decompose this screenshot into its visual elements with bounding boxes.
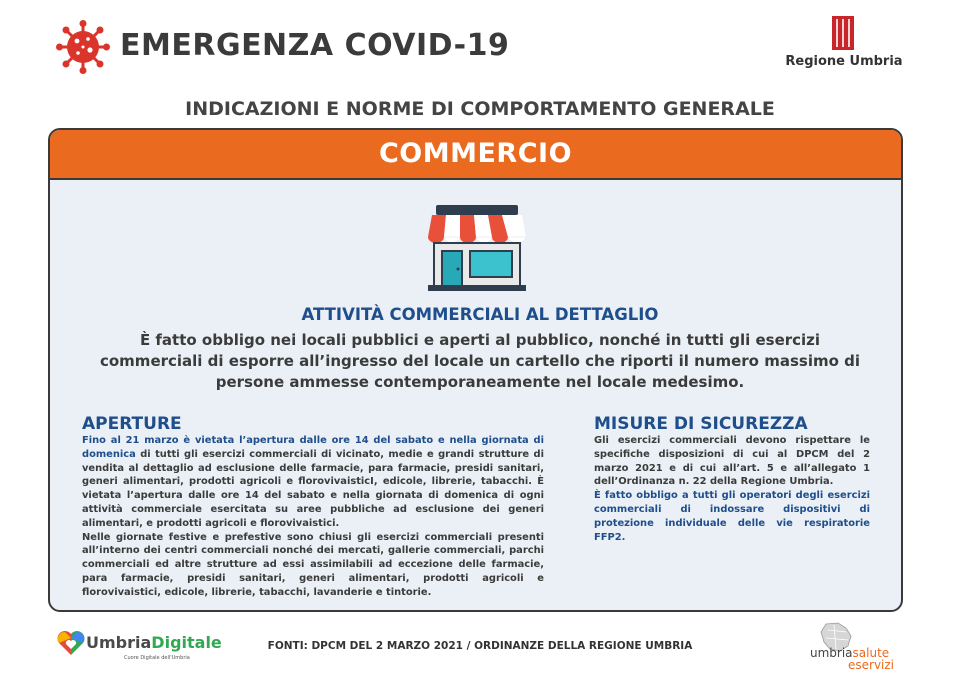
shop-storefront-icon: [426, 203, 528, 293]
umbria-region-emblem-icon: [832, 16, 854, 50]
coronavirus-icon: [56, 20, 110, 74]
main-notice-text: È fatto obbligo nei locali pubblici e aperti al pubblico, nonché in tutti gli esercizi commerciali di esporre all’ingresso del locale un cartello che riporti il numero massimo di persone ammesse contemporaneamente nel locale medesimo.: [99, 331, 860, 391]
panel-title: COMMERCIO: [378, 138, 573, 169]
subtitle: INDICAZIONI E NORME DI COMPORTAMENTO GENERALE: [185, 98, 775, 120]
misure-body: [594, 434, 870, 544]
umbria-digitale-tagline: Cuore Digitale dell'Umbria: [124, 655, 190, 661]
sources-note: FONTI: DPCM DEL 2 MARZO 2021 / ORDINANZE DELLA REGIONE UMBRIA: [267, 640, 693, 652]
aperture-highlight: Fino al 21 marzo è vietata l’apertura dalle ore 14 del sabato e nella giornata di domenica: [82, 435, 544, 460]
panel-header: [50, 130, 901, 180]
page-title: EMERGENZA COVID-19: [120, 28, 510, 63]
aperture-heading: APERTURE: [82, 414, 182, 434]
aperture-text-2: Nelle giornate festive e prefestive sono chiusi gli esercizi commerciali presenti all’interno dei centri commerciali nonché dei mercati, gallerie commerciali, parchi commerciali ed altre strutture ad essi assimilabili ad eccezione delle farmacie, para farmacie, presidi sanitari, generi alimentari, prodotti agricoli e florovivaistici, edicole, librerie, tabacchi, lavanderie e tintorie.: [82, 531, 544, 598]
region-name: Regione Umbria: [785, 54, 903, 69]
misure-heading: MISURE DI SICUREZZA: [594, 414, 808, 434]
section-heading: ATTIVITÀ COMMERCIALI AL DETTAGLIO: [301, 305, 659, 324]
umbria-salute-logo-text: umbriasalute: [810, 646, 890, 660]
misure-text: Gli esercizi commerciali devono rispettare le specifiche disposizioni di cui al DPCM del 2 marzo 2021 e di cui all’art. 5 e all’allegato 1 dell’Ordinanza n. 22 della Regione Umbria.: [594, 435, 870, 488]
aperture-text-1: di tutti gli esercizi commerciali di vicinato, medie e grandi strutture di vendita al dettaglio ad esclusione delle farmacie, para farmacie, presidi sanitari, generi alimentari, prodotti agricoli e florovivaisticI, edicole, librerie, tabacchi. È vietata l’apertura dalle ore 14 del sabato e nella giornata di domenica di ogni attività commerciale esercitata su aree pubbliche ad esclusione dei generi alimentari, e prodotti agricoli e florovivaistici.: [82, 448, 544, 529]
umbria-salute-logo-subtext: eservizi: [848, 658, 895, 672]
umbria-digitale-logo-text: UmbriaDigitale: [86, 633, 222, 652]
aperture-body: [82, 434, 544, 600]
misure-highlight: È fatto obbligo a tutti gli operatori degli esercizi commerciali di indossare dispositivi di protezione individuale delle vie respiratorie FFP2.: [594, 490, 870, 543]
